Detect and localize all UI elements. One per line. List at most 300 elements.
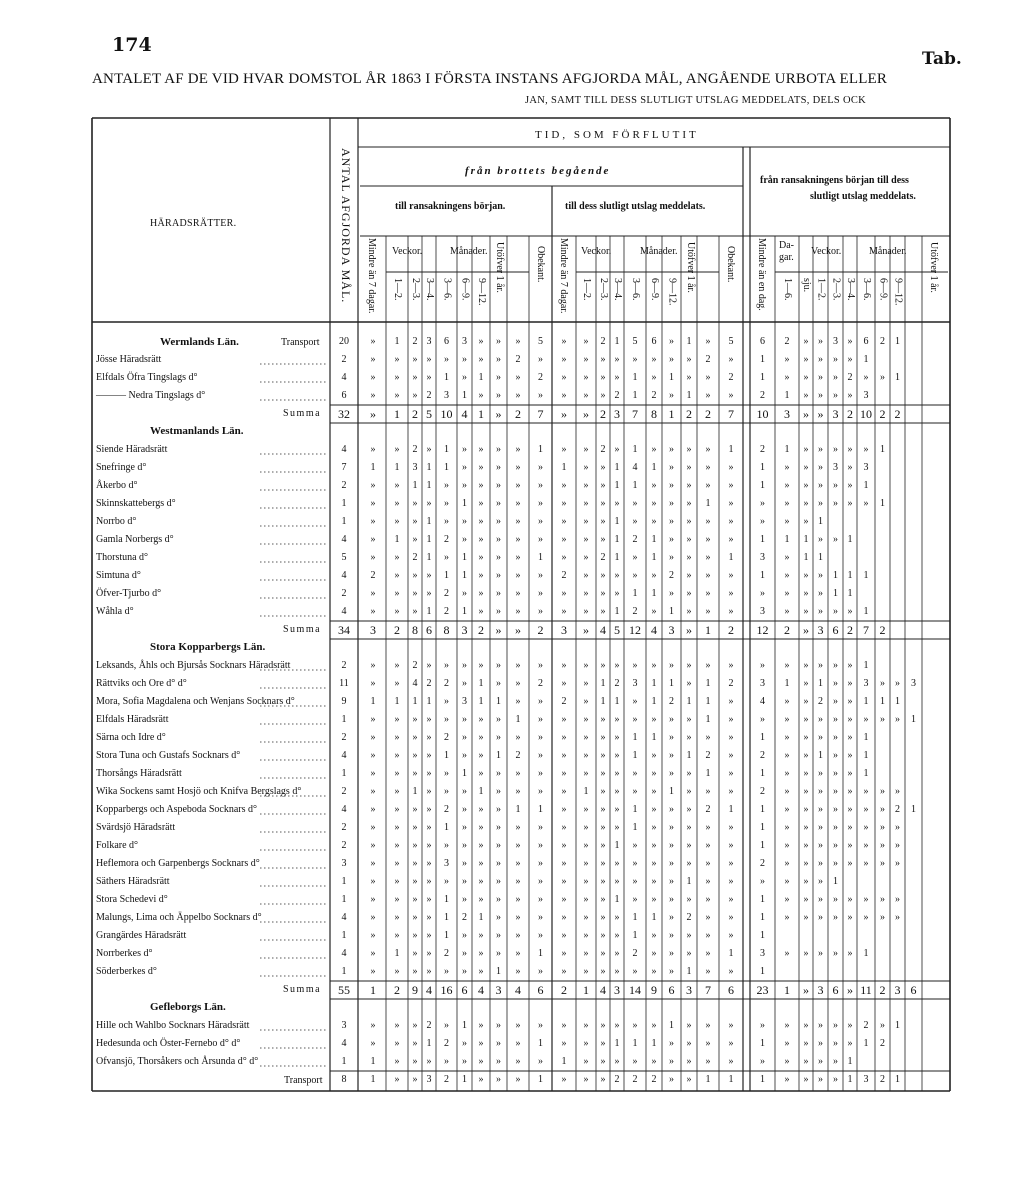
cell-value: » (818, 660, 823, 671)
cell-value: 23 (756, 983, 769, 997)
cell-value: » (803, 894, 809, 905)
cell-value: 1 (728, 948, 734, 959)
cell-value (828, 927, 843, 945)
cell-value: » (614, 822, 620, 833)
cell-value: » (784, 696, 790, 707)
cell-value: 2 (669, 696, 674, 707)
cell-value: » (669, 840, 674, 851)
cell-value: » (538, 390, 543, 401)
cell-value: » (495, 407, 502, 421)
cell-value: » (583, 1020, 589, 1031)
cell-value (843, 963, 857, 981)
cell-value: » (847, 768, 853, 779)
cell-value: » (833, 804, 838, 815)
cell-value: » (784, 822, 790, 833)
cell-value: » (462, 858, 467, 869)
cell-value: » (426, 822, 432, 833)
header-manader-a: Månader. (450, 246, 488, 257)
cell-value: » (651, 804, 657, 815)
cell-value: 4 (478, 983, 484, 997)
cell-value: » (803, 462, 809, 473)
cell-value: 1 (847, 1056, 853, 1067)
cell-value: 1 (847, 1074, 853, 1085)
header-sub-a: 9—12. (476, 278, 487, 306)
cell-value: » (818, 390, 823, 401)
cell-value (813, 927, 828, 945)
header-veckor-a: Veckor. (392, 246, 423, 257)
cell-value: » (847, 660, 853, 671)
cell-value: » (818, 912, 823, 923)
row-label: Heflemora och Garpenbergs Socknars d° (96, 858, 260, 869)
cell-value: 1 (880, 498, 885, 509)
cell-value: » (818, 858, 823, 869)
cell-value: » (784, 1020, 790, 1031)
cell-value: 2 (412, 407, 418, 421)
cell-value: » (394, 1038, 400, 1049)
cell-value: » (515, 948, 521, 959)
cell-value: » (863, 498, 869, 509)
cell-value: 2 (632, 534, 638, 545)
cell-value: » (370, 516, 376, 527)
cell-value: » (496, 444, 501, 455)
cell-value: 2 (728, 623, 734, 637)
cell-value: » (515, 372, 521, 383)
cell-value (843, 549, 857, 567)
cell-value: » (444, 1020, 449, 1031)
cell-value: 1 (632, 480, 638, 491)
cell-value: » (669, 930, 674, 941)
cell-value: 2 (880, 336, 885, 347)
cell-value (875, 657, 890, 675)
cell-value: 1 (863, 1038, 869, 1049)
cell-value: » (462, 750, 467, 761)
cell-value: 3 (444, 390, 449, 401)
cell-value: 12 (629, 623, 641, 637)
cell-value: » (614, 498, 620, 509)
cell-value: 1 (426, 696, 432, 707)
cell-value: » (583, 372, 589, 383)
cell-value: 2 (705, 354, 711, 365)
cell-value: 1 (803, 552, 809, 563)
cell-value: 1 (784, 444, 790, 455)
cell-value: » (669, 534, 674, 545)
cell-value: » (583, 588, 589, 599)
cell-value: 10 (756, 407, 769, 421)
cell-value: » (651, 714, 657, 725)
cell-value: 2 (879, 407, 886, 421)
cell-value (905, 513, 922, 531)
cell-value: » (600, 948, 606, 959)
row-total: 4 (341, 750, 347, 761)
cell-value: » (496, 606, 501, 617)
cell-value: » (803, 480, 809, 491)
cell-value: » (728, 714, 734, 725)
cell-value: 3 (817, 983, 824, 997)
cell-value: » (600, 930, 606, 941)
cell-value: » (651, 498, 657, 509)
cell-value: » (515, 678, 521, 689)
cell-value: » (833, 534, 838, 545)
cell-value: 2 (705, 804, 711, 815)
cell-value: » (412, 606, 418, 617)
cell-value: » (426, 894, 432, 905)
cell-value: » (818, 840, 823, 851)
cell-value: » (462, 786, 467, 797)
cell-value: » (583, 606, 589, 617)
cell-value: » (478, 804, 484, 815)
cell-value: » (496, 516, 501, 527)
cell-value (875, 873, 890, 891)
cell-value: 1 (669, 786, 674, 797)
row-label: Elfdals Häradsrätt (96, 714, 169, 725)
cell-value: » (370, 804, 376, 815)
cell-value: » (370, 768, 376, 779)
cell-value: » (863, 858, 869, 869)
cell-value: » (863, 840, 869, 851)
cell-value: » (863, 444, 869, 455)
cell-value: » (478, 588, 484, 599)
cell-value: 3 (863, 678, 869, 689)
cell-value: » (478, 822, 484, 833)
cell-value: » (370, 444, 376, 455)
row-label: Kopparbergs och Aspeboda Socknars d° (96, 804, 258, 815)
cell-value: 1 (632, 804, 638, 815)
cell-value: » (370, 930, 376, 941)
cell-value (905, 693, 922, 711)
cell-value: » (651, 606, 657, 617)
cell-value: 3 (760, 552, 765, 563)
cell-value (828, 549, 843, 567)
cell-value: 2 (632, 606, 638, 617)
cell-value: » (705, 570, 711, 581)
cell-value: » (686, 588, 692, 599)
cell-value: » (561, 822, 567, 833)
cell-value: » (803, 858, 809, 869)
cell-value: 10 (440, 407, 453, 421)
cell-value: » (478, 1020, 484, 1031)
cell-value: » (614, 804, 620, 815)
cell-value: 2 (444, 588, 449, 599)
cell-value: » (583, 912, 589, 923)
row-total: 1 (341, 876, 347, 887)
cell-value: 1 (651, 912, 657, 923)
cell-value: » (818, 606, 823, 617)
cell-value: 1 (478, 407, 484, 421)
cell-value: » (632, 786, 638, 797)
cell-value: 1 (728, 552, 734, 563)
cell-value: » (705, 552, 711, 563)
cell-value: 1 (760, 840, 765, 851)
cell-value: 1 (760, 894, 765, 905)
cell-value: » (496, 714, 501, 725)
cell-value (905, 765, 922, 783)
cell-value (857, 531, 875, 549)
cell-value: » (426, 498, 432, 509)
cell-value: 1 (614, 1038, 620, 1049)
cell-value: » (426, 858, 432, 869)
cell-value: » (478, 840, 484, 851)
cell-value: 2 (412, 444, 418, 455)
cell-value: 1 (911, 804, 916, 815)
cell-value: 1 (632, 588, 638, 599)
cell-value: » (784, 1056, 790, 1067)
row-label: Hille och Wahlbo Socknars Häradsrätt (96, 1020, 250, 1031)
cell-value: » (880, 1020, 885, 1031)
cell-value: 1 (412, 786, 418, 797)
cell-value: » (614, 570, 620, 581)
summa-label: Summa (283, 408, 322, 419)
cell-value: 6 (832, 623, 839, 637)
cell-value: » (803, 570, 809, 581)
cell-value: » (686, 1074, 692, 1085)
cell-value: 3 (863, 462, 869, 473)
cell-value: 1 (760, 1074, 765, 1085)
cell-value: » (818, 588, 823, 599)
cell-value: 1 (784, 983, 790, 997)
row-total: 11 (339, 678, 349, 689)
cell-value: » (426, 354, 432, 365)
cell-value: » (833, 858, 838, 869)
cell-value: 2 (426, 678, 432, 689)
cell-value: 1 (833, 570, 838, 581)
cell-value: » (600, 1074, 606, 1085)
cell-value: » (412, 876, 418, 887)
cell-value: » (803, 407, 809, 421)
cell-value: » (669, 894, 674, 905)
cell-value: » (496, 732, 501, 743)
cell-value: » (728, 588, 734, 599)
cell-value: » (394, 822, 400, 833)
cell-value: » (803, 678, 809, 689)
cell-value: » (496, 498, 501, 509)
cell-value: » (412, 372, 418, 383)
cell-value: » (847, 894, 853, 905)
cell-value: 1 (444, 444, 449, 455)
cell-value: » (394, 714, 400, 725)
cell-value (890, 351, 905, 369)
row-total: 3 (341, 1020, 347, 1031)
row-label: Åkerbo d° (96, 480, 138, 491)
row-label: Hedesunda och Öster-Fernebo d° d° (96, 1038, 241, 1049)
cell-value: » (632, 1056, 638, 1067)
cell-value: 2 (538, 372, 543, 383)
cell-value (890, 729, 905, 747)
cell-value: » (561, 336, 567, 347)
cell-value: » (847, 804, 853, 815)
cell-value: 8 (443, 623, 450, 637)
cell-value: » (818, 480, 823, 491)
cell-value: » (426, 732, 432, 743)
cell-value: » (651, 768, 657, 779)
cell-value: 1 (632, 1038, 638, 1049)
cell-value: 2 (880, 1038, 885, 1049)
cell-value: » (818, 714, 823, 725)
cell-value: » (583, 390, 589, 401)
cell-value: » (705, 930, 711, 941)
lan-heading: Wermlands Län. (160, 336, 239, 348)
cell-value: » (614, 786, 620, 797)
cell-value: » (561, 498, 567, 509)
cell-value: » (632, 768, 638, 779)
cell-value: » (686, 570, 692, 581)
cell-value: » (600, 840, 606, 851)
cell-value: » (496, 462, 501, 473)
cell-value: 1 (847, 534, 853, 545)
cell-value: » (614, 768, 620, 779)
cell-value: 1 (444, 894, 449, 905)
row-label: Jösse Häradsrätt (96, 354, 162, 365)
cell-value: » (583, 444, 589, 455)
cell-value (890, 621, 905, 639)
cell-value: 1 (760, 804, 765, 815)
cell-value: » (614, 966, 620, 977)
cell-value: 3 (426, 1074, 432, 1085)
cell-value: » (412, 948, 418, 959)
cell-value: » (686, 534, 692, 545)
cell-value: » (370, 750, 376, 761)
cell-value: » (818, 804, 823, 815)
cell-value: » (583, 1074, 589, 1085)
cell-value: » (515, 606, 521, 617)
cell-value: 1 (784, 678, 790, 689)
cell-value: » (538, 912, 543, 923)
cell-value: » (847, 444, 853, 455)
cell-value: » (426, 570, 432, 581)
cell-value: » (614, 858, 620, 869)
cell-value: » (561, 516, 567, 527)
cell-value: » (538, 840, 543, 851)
cell-value (905, 873, 922, 891)
row-label: Rättviks och Ore d° d° (96, 678, 187, 689)
cell-value: 2 (561, 696, 567, 707)
cell-value: » (818, 462, 823, 473)
cell-value: » (515, 786, 521, 797)
cell-value: » (394, 498, 400, 509)
cell-value: » (496, 390, 501, 401)
cell-value: 3 (461, 623, 468, 637)
cell-value: » (496, 876, 501, 887)
cell-value: » (705, 336, 711, 347)
cell-value: » (496, 930, 501, 941)
header-antal-afgjorda: ANTAL AFGJORDA MÅL. (339, 148, 353, 304)
cell-value: » (394, 1020, 400, 1031)
cell-value: 3 (817, 623, 824, 637)
cell-value: 1 (863, 750, 869, 761)
cell-value: » (515, 498, 521, 509)
cell-value: » (394, 444, 400, 455)
row-label: Öfver-Tjurbo d° (96, 588, 162, 599)
cell-value: » (515, 768, 521, 779)
table-title: ANTALET AF DE VID HVAR DOMSTOL ÅR 1863 I FÖRSTA INSTANS AFGJORDA MÅL, ANGÅENDE URBOTA ELLER (92, 71, 888, 87)
cell-value: » (847, 732, 853, 743)
cell-value: » (515, 930, 521, 941)
cell-value: 3 (686, 983, 692, 997)
cell-value: » (833, 498, 838, 509)
cell-value: » (632, 894, 638, 905)
cell-value: » (705, 732, 711, 743)
cell-value: 3 (863, 390, 869, 401)
cell-value: 1 (632, 372, 638, 383)
cell-value: » (444, 552, 449, 563)
cell-value: 3 (462, 336, 467, 347)
cell-value: 2 (894, 407, 901, 421)
cell-value: 2 (784, 336, 790, 347)
cell-value: » (669, 336, 674, 347)
cell-value: 1 (705, 714, 711, 725)
cell-value: 1 (583, 983, 589, 997)
cell-value: » (705, 444, 711, 455)
cell-value: 1 (632, 732, 638, 743)
cell-value: 1 (478, 696, 484, 707)
cell-value: 2 (686, 912, 692, 923)
cell-value (890, 873, 905, 891)
cell-value (775, 963, 799, 981)
cell-value: » (669, 750, 674, 761)
cell-value: 2 (705, 407, 711, 421)
cell-value: » (632, 876, 638, 887)
cell-value: » (394, 588, 400, 599)
cell-value: 1 (880, 444, 885, 455)
cell-value: » (803, 390, 809, 401)
cell-value: 1 (370, 696, 376, 707)
cell-value: » (426, 786, 432, 797)
cell-value (875, 549, 890, 567)
cell-value: 1 (462, 570, 467, 581)
cell-value: » (880, 786, 885, 797)
cell-value: » (784, 786, 790, 797)
cell-value: » (728, 516, 734, 527)
cell-value: 1 (614, 894, 620, 905)
cell-value: » (669, 516, 674, 527)
cell-value: » (515, 732, 521, 743)
cell-value: » (496, 1056, 501, 1067)
cell-value: 2 (600, 336, 606, 347)
cell-value: 3 (370, 623, 376, 637)
cell-value (875, 531, 890, 549)
cell-value: 1 (760, 822, 765, 833)
cell-value: » (669, 822, 674, 833)
cell-value: » (600, 822, 606, 833)
cell-value: » (583, 930, 589, 941)
cell-value: » (478, 1056, 484, 1067)
cell-value (905, 441, 922, 459)
row-total: 8 (341, 1074, 347, 1085)
cell-value: » (538, 660, 543, 671)
cell-value: » (863, 372, 869, 383)
cell-value: » (561, 840, 567, 851)
cell-value: » (444, 516, 449, 527)
cell-value: 4 (600, 983, 606, 997)
cell-value: » (444, 876, 449, 887)
header-sub-a: 1—2. (392, 278, 403, 301)
cell-value: » (669, 948, 674, 959)
cell-value: » (478, 336, 484, 347)
cell-value: » (833, 912, 838, 923)
cell-value: 2 (444, 948, 449, 959)
cell-value: 1 (394, 948, 400, 959)
cell-value: 3 (760, 678, 765, 689)
cell-value: 3 (911, 678, 916, 689)
cell-value: » (669, 732, 674, 743)
header-mindre-b: Mindre än 7 dagar. (558, 238, 569, 314)
cell-value: 3 (495, 983, 502, 997)
cell-value: » (818, 372, 823, 383)
cell-value: » (705, 876, 711, 887)
cell-value: » (784, 480, 790, 491)
cell-value (875, 729, 890, 747)
cell-value: » (651, 1056, 657, 1067)
cell-value: » (478, 894, 484, 905)
